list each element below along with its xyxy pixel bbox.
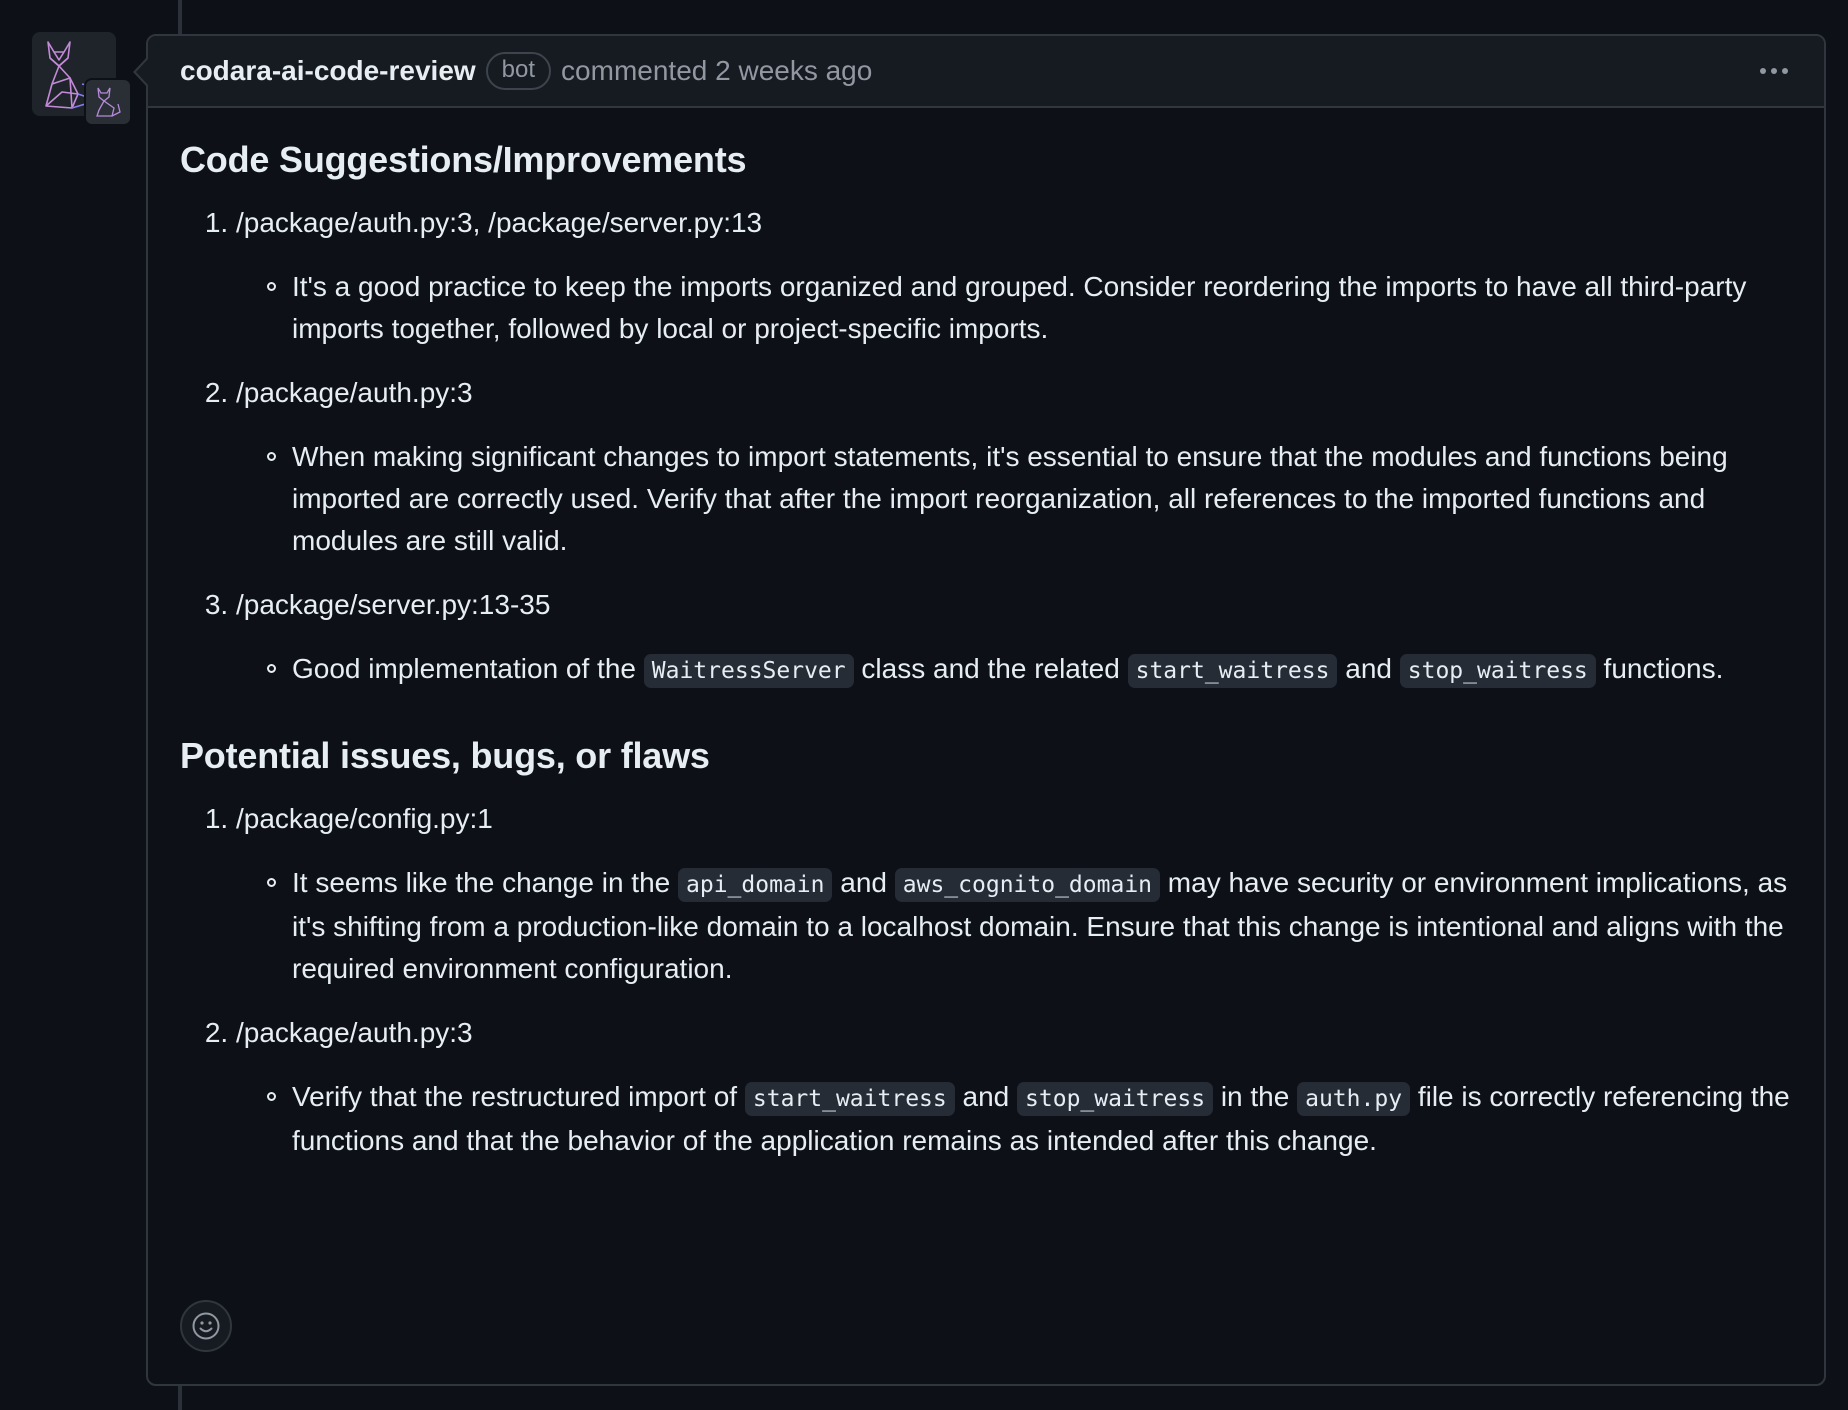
bullet-item — [292, 436, 1792, 562]
section-heading: Code Suggestions/Improvements — [180, 139, 747, 180]
list-item — [236, 202, 1792, 350]
bullet-text: may have security or environment implications, as it's shifting from a production-like domain to a localhost domain. Ensure that this change is intentional and aligns with the required environment configuration. — [292, 867, 1788, 984]
bullet-item — [292, 1076, 1792, 1162]
issues-list — [180, 798, 1792, 1162]
inline-code: start_waitress — [1128, 654, 1338, 688]
bullet-text: and — [832, 867, 895, 898]
bullet-text: It seems like the change in the — [292, 867, 678, 898]
inline-code: stop_waitress — [1017, 1082, 1213, 1116]
file-path: 1. /package/config.py:1 — [236, 803, 493, 834]
bullet-text: and — [954, 1081, 1018, 1112]
inline-code: stop_waitress — [1400, 654, 1596, 688]
bullet-text: file is correctly referencing the functions and that the behavior of the application remains as intended after this change. — [292, 1081, 1790, 1156]
file-path: 3. /package/server.py:13-35 — [236, 589, 551, 620]
bullet-text: functions. — [1595, 653, 1724, 684]
comment-header — [148, 36, 1824, 108]
app-badge-icon — [84, 78, 132, 126]
list-item — [236, 372, 1792, 562]
bullet-text: class and the related — [853, 653, 1128, 684]
bullet-text: Good implementation of the — [292, 653, 644, 684]
comment-body — [148, 108, 1824, 1162]
bullet-item — [292, 648, 1792, 692]
list-item — [236, 798, 1792, 990]
bullet-text: and — [1337, 653, 1400, 684]
comment-card — [146, 34, 1826, 1386]
bullet-item — [292, 266, 1792, 350]
file-path: 1. /package/auth.py:3, /package/server.py:13 — [236, 207, 763, 238]
bot-badge: bot — [486, 52, 551, 90]
add-reaction-button[interactable] — [180, 1300, 232, 1352]
author-link[interactable]: codara-ai-code-review — [180, 55, 476, 86]
suggestions-list — [180, 202, 1792, 692]
file-path: 2. /package/auth.py:3 — [236, 377, 473, 408]
bullet-text: Verify that the restructured import of — [292, 1081, 745, 1112]
inline-code: auth.py — [1297, 1082, 1410, 1116]
list-item — [236, 1012, 1792, 1162]
inline-code: start_waitress — [745, 1082, 955, 1116]
comment-timestamp[interactable]: commented 2 weeks ago — [561, 55, 873, 86]
list-item — [236, 584, 1792, 692]
kebab-horizontal-icon[interactable] — [1754, 62, 1794, 80]
section-heading: Potential issues, bugs, or flaws — [180, 735, 710, 776]
avatar[interactable] — [32, 32, 116, 116]
bullet-text: When making significant changes to import statements, it's essential to ensure that the modules and functions being imported are correctly used. Verify that after the import reorganization, all references to the imported functions and modules are still valid. — [292, 441, 1728, 556]
inline-code: aws_cognito_domain — [895, 868, 1160, 902]
bullet-item — [292, 862, 1792, 990]
inline-code: api_domain — [678, 868, 832, 902]
smiley-icon — [191, 1311, 221, 1341]
inline-code: WaitressServer — [644, 654, 854, 688]
bullet-text: in the — [1213, 1081, 1298, 1112]
file-path: 2. /package/auth.py:3 — [236, 1017, 473, 1048]
bullet-text: It's a good practice to keep the imports organized and grouped. Consider reordering the imports to have all third-party imports together, followed by local or project-specific imports. — [292, 271, 1747, 344]
